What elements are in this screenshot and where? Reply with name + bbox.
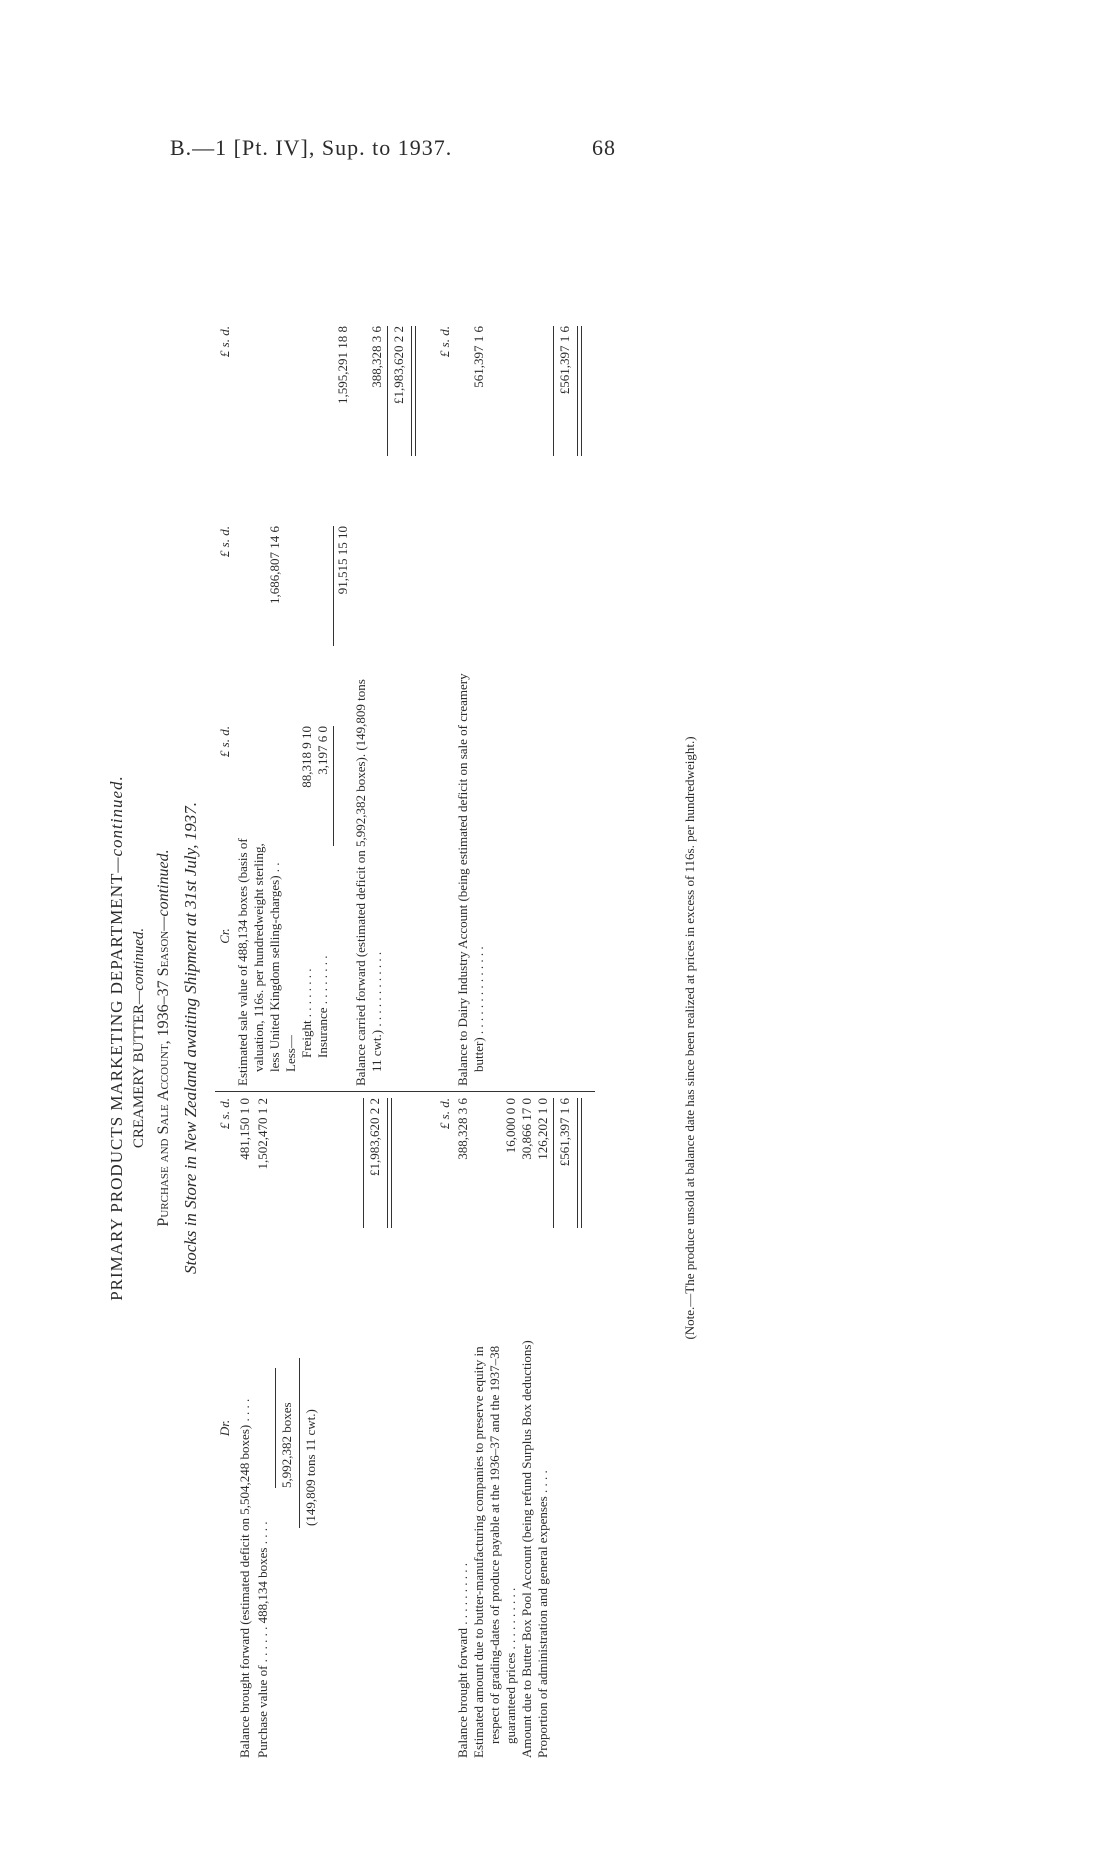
dr-total-double-rule xyxy=(387,1098,392,1228)
account-title: Purchase and Sale Account, 1936–37 Season—continued. xyxy=(155,849,172,1227)
dr-tons: (149,809 tons 11 cwt.) xyxy=(303,1409,318,1526)
dr2-administration: Proportion of administration and general expenses . . . . xyxy=(535,1470,550,1758)
cr-insurance: Insurance . . . . . . . . xyxy=(315,955,330,1058)
cr-freight-amount: 88,318 9 10 xyxy=(299,726,314,788)
dr2-total: £561,397 1 6 xyxy=(557,1098,572,1167)
cr-column-head-1: £ s. d. xyxy=(217,726,232,758)
dr2-estimated-amount-line-1: Estimated amount due to butter-manufacturing companies to preserve equity in xyxy=(471,1346,486,1758)
dr2-estimated-amount: 16,000 0 0 xyxy=(503,1098,518,1154)
cr-column-head-3: £ s. d. xyxy=(217,326,232,358)
dr2-butter-box-pool: Amount due to Butter Box Pool Account (being refund Surplus Box deductions) xyxy=(519,1340,534,1758)
footnote: (Note.—The produce unsold at balance date has since been realized at prices in excess of 116s. per hundredweight.) xyxy=(682,736,697,1340)
sale-rule xyxy=(333,526,334,646)
cr-total-double-rule xyxy=(411,326,416,456)
cr-sale-value-amount: 1,686,807 14 6 xyxy=(267,526,282,604)
cr-carried-forward-amount: 388,328 3 6 xyxy=(369,326,384,388)
cr2-total-rule xyxy=(553,326,554,456)
cr-column-head-2: £ s. d. xyxy=(217,526,232,558)
dr2-estimated-amount-line-3: guaranteed prices . . . . . . . . . . xyxy=(503,1587,518,1744)
dr-total: £1,983,620 2 2 xyxy=(367,1098,382,1176)
dr2-estimated-amount-line-2: respect of grading-dates of produce payable at the 1936–37 and the 1937–38 xyxy=(487,1345,502,1744)
dr-purchase-value: Purchase value of . . . . . . 488,134 boxes . . . . xyxy=(255,1521,270,1758)
cr-sale-value-line-1: Estimated sale value of 488,134 boxes (basis of xyxy=(235,838,250,1086)
dr-balance-forward-amount: 481,150 1 0 xyxy=(237,1098,252,1160)
cr-net-amount: 1,595,291 18 8 xyxy=(335,326,350,404)
cr2-column-head: £ s. d. xyxy=(437,326,452,358)
dr-total-rule xyxy=(363,1098,364,1228)
dr2-column-head: £ s. d. xyxy=(437,1098,452,1130)
page-number: 68 xyxy=(592,135,616,160)
cr2-total-double-rule xyxy=(577,326,582,456)
cr-less: Less— xyxy=(283,1035,298,1072)
cr-sale-value-line-3: less United Kingdom selling-charges) . . xyxy=(267,862,282,1072)
column-divider xyxy=(215,1091,595,1092)
dr-column-head: £ s. d. xyxy=(217,1098,232,1130)
dr-purchase-value-amount: 1,502,470 1 2 xyxy=(255,1098,270,1170)
dr-boxes-total: 5,992,382 boxes xyxy=(279,1402,294,1488)
cr-insurance-amount: 3,197 6 0 xyxy=(315,726,330,775)
cr2-total: £561,397 1 6 xyxy=(557,326,572,395)
cr-label: Cr. xyxy=(217,928,232,944)
dr2-balance-forward: Balance brought forward . . . . . . . . . . xyxy=(455,1563,470,1758)
dr2-total-double-rule xyxy=(577,1098,582,1228)
section-title: Stocks in Store in New Zealand awaiting Shipment at 31st July, 1937. xyxy=(181,801,200,1275)
cr-freight: Freight . . . . . . . . xyxy=(299,968,314,1058)
dr2-balance-forward-amount: 388,328 3 6 xyxy=(455,1098,470,1160)
dr-label: Dr. xyxy=(217,1419,232,1437)
cr-total-rule xyxy=(387,326,388,456)
cr-total: £1,983,620 2 2 xyxy=(391,326,406,404)
cr2-dairy-industry-line-1: Balance to Dairy Industry Account (being estimated deficit on sale of creamery xyxy=(455,673,470,1086)
dr2-butter-box-pool-amount: 30,866 17 0 xyxy=(519,1098,534,1160)
dr2-total-rule xyxy=(553,1098,554,1228)
cr-sale-value-line-2: valuation, 116s. per hundredweight sterling, xyxy=(251,843,266,1072)
boxes-rule xyxy=(275,1368,276,1488)
cr-less-total: 91,515 15 10 xyxy=(335,526,350,595)
rotated-account-page xyxy=(107,288,1007,1788)
cr2-dairy-industry-amount: 561,397 1 6 xyxy=(471,326,486,388)
cr-carried-forward-line-1: Balance carried forward (estimated deficit on 5,992,382 boxes). (149,809 tons xyxy=(353,679,368,1086)
page-header-title: B.—1 [Pt. IV], Sup. to 1937. xyxy=(170,135,453,160)
cr-carried-forward-line-2: 11 cwt.) . . . . . . . . . . . . xyxy=(369,951,384,1072)
dr-balance-forward: Balance brought forward (estimated deficit on 5,504,248 boxes) . . . . xyxy=(237,1398,252,1758)
dr2-administration-amount: 126,202 1 0 xyxy=(535,1098,550,1160)
product-title: CREAMERY BUTTER—continued. xyxy=(131,927,147,1149)
tons-rule xyxy=(299,1358,300,1528)
cr2-dairy-industry-line-2: butter) . . . . . . . . . . . . . . xyxy=(471,946,486,1072)
less-rule xyxy=(333,726,334,846)
department-title: PRIMARY PRODUCTS MARKETING DEPARTMENT—continued. xyxy=(107,775,126,1301)
